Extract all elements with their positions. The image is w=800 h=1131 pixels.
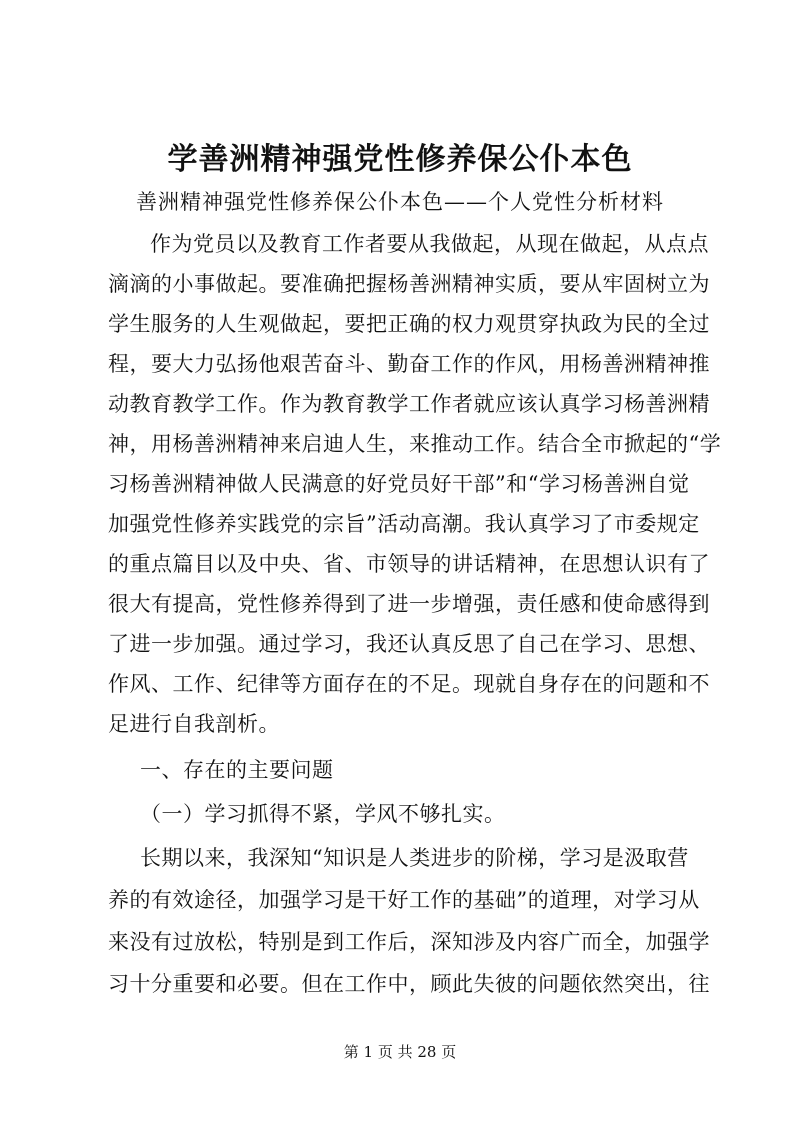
paragraph-line: 程，要大力弘扬他艰苦奋斗、勤奋工作的作风，用杨善洲精神推 [108,352,710,376]
paragraph-line: 学生服务的人生观做起，要把正确的权力观贯穿执政为民的全过 [108,312,710,336]
paragraph-line: 习十分重要和必要。但在工作中，顾此失彼的问题依然突出，往 [108,972,710,996]
paragraph-line: 作为党员以及教育工作者要从我做起，从现在做起，从点点 [150,232,709,256]
paragraph-line: 滴滴的小事做起。要准确把握杨善洲精神实质，要从牢固树立为 [108,272,710,296]
paragraph-line: 了进一步加强。通过学习，我还认真反思了自己在学习、思想、 [108,632,710,656]
document-subtitle: 善洲精神强党性修养保公仆本色——个人党性分析材料 [136,190,664,214]
paragraph-line: 的重点篇目以及中央、省、市领导的讲话精神，在思想认识有了 [108,552,710,576]
paragraph-line: 作风、工作、纪律等方面存在的不足。现就自身存在的问题和不 [108,672,710,696]
paragraph-line: 来没有过放松，特别是到工作后，深知涉及内容广而全，加强学 [108,930,710,954]
paragraph-line: 神，用杨善洲精神来启迪人生，来推动工作。结合全市掀起的“学 [108,432,722,456]
paragraph-line: 养的有效途径，加强学习是干好工作的基础”的道理，对学习从 [108,888,700,912]
page-footer: 第 1 页 共 28 页 [343,1043,457,1061]
paragraph-line: 很大有提高，党性修养得到了进一步增强，责任感和使命感得到 [108,592,710,616]
section-heading: 一、存在的主要问题 [140,758,334,782]
paragraph-line: 足进行自我剖析。 [108,712,280,736]
paragraph-line: 长期以来，我深知“知识是人类进步的阶梯，学习是汲取营 [140,846,689,870]
document-title: 学善洲精神强党性修养保公仆本色 [167,142,633,177]
subsection-heading: （一）学习抓得不紧，学风不够扎实。 [140,802,506,826]
paragraph-line: 加强党性修养实践党的宗旨”活动高潮。我认真学习了市委规定 [108,512,700,536]
paragraph-line: 习杨善洲精神做人民满意的好党员好干部”和“学习杨善洲自觉 [108,472,690,496]
paragraph-line: 动教育教学工作。作为教育教学工作者就应该认真学习杨善洲精 [108,392,710,416]
